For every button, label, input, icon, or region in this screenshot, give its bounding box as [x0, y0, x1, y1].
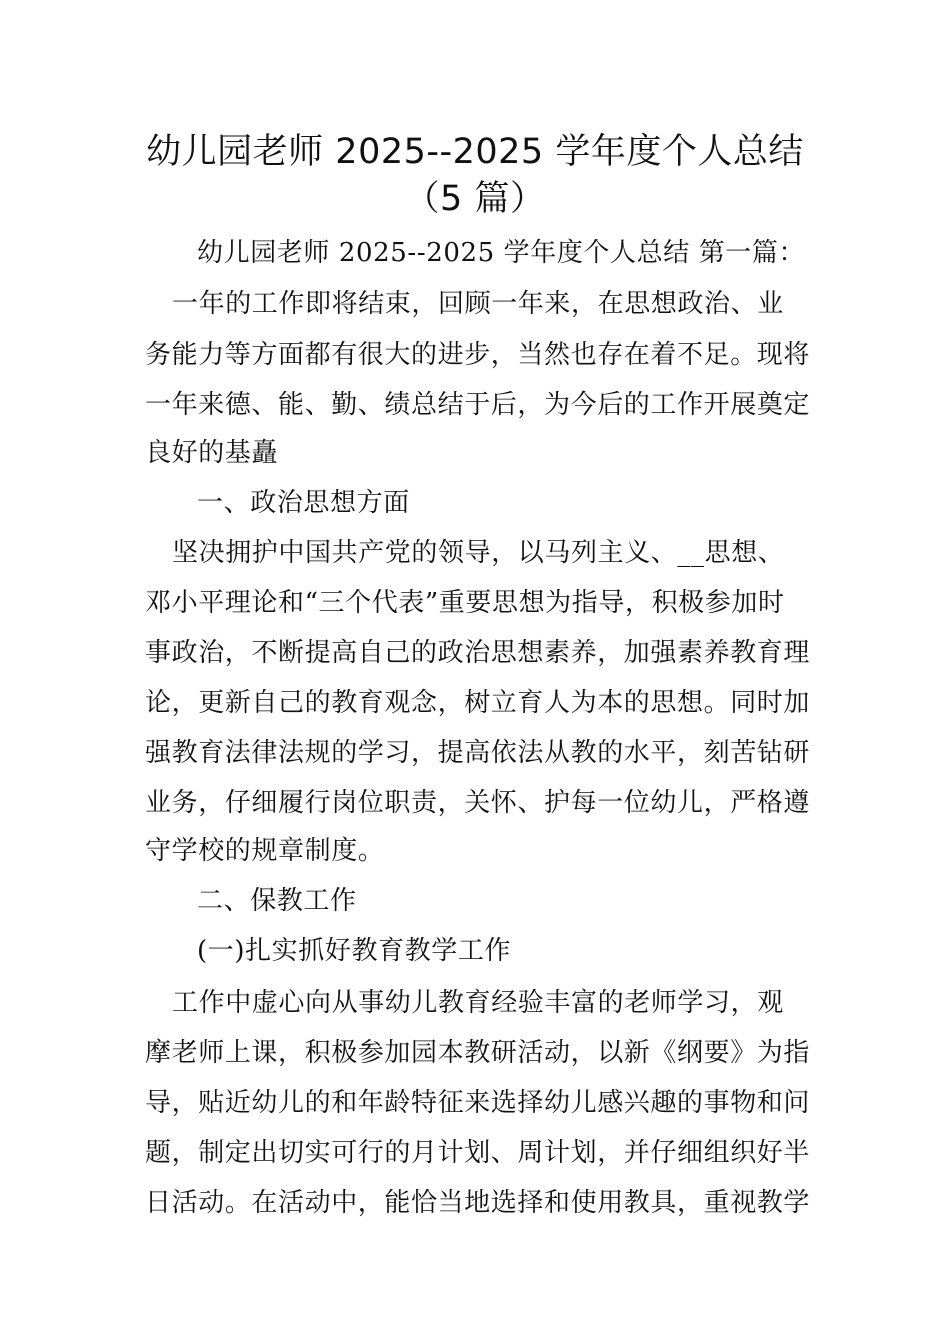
section-heading-first: 幼儿园老师 2025--2025 学年度个人总结 第一篇： [197, 238, 806, 268]
paragraph-line: 日活动。在活动中，能恰当地选择和使用教具，重视教学 [145, 1188, 811, 1218]
document-title-line-2: （5 篇） [404, 179, 546, 219]
paragraph-line: 事政治，不断提高自己的政治思想素养，加强素养教育理 [145, 638, 811, 668]
paragraph-line: 守学校的规章制度。 [145, 836, 385, 866]
subheading-teaching-1: (一)扎实抓好教育教学工作 [197, 936, 512, 966]
paragraph-line: 导，贴近幼儿的和年龄特征来选择幼儿感兴趣的事物和问 [145, 1088, 811, 1118]
paragraph-line: 一年的工作即将结束，回顾一年来，在思想政治、业 [172, 289, 784, 319]
paragraph-line: 题，制定出切实可行的月计划、周计划，并仔细组织好半 [145, 1138, 811, 1168]
paragraph-line: 一年来德、能、勤、绩总结于后，为今后的工作开展奠定 [145, 390, 811, 420]
paragraph-line: 论，更新自己的教育观念，树立育人为本的思想。同时加 [145, 688, 811, 718]
subheading-teaching: 二、保教工作 [197, 886, 357, 916]
paragraph-line: 强教育法律法规的学习，提高依法从教的水平，刻苦钻研 [145, 738, 811, 768]
paragraph-line: 良好的基矗 [145, 438, 279, 468]
document-title-line-1: 幼儿园老师 2025--2025 学年度个人总结 [146, 132, 804, 172]
paragraph-line: 工作中虚心向从事幼儿教育经验丰富的老师学习，观 [172, 988, 784, 1018]
subheading-politics: 一、政治思想方面 [197, 488, 410, 518]
paragraph-line: 坚决拥护中国共产党的领导，以马列主义、__思想、 [172, 538, 785, 568]
paragraph-line: 摩老师上课，积极参加园本教研活动，以新《纲要》为指 [145, 1038, 811, 1068]
paragraph-line: 邓小平理论和“三个代表”重要思想为指导，积极参加时 [145, 588, 785, 618]
paragraph-line: 务能力等方面都有很大的进步，当然也存在着不足。现将 [145, 340, 811, 370]
paragraph-line: 业务，仔细履行岗位职责，关怀、护每一位幼儿，严格遵 [145, 788, 811, 818]
